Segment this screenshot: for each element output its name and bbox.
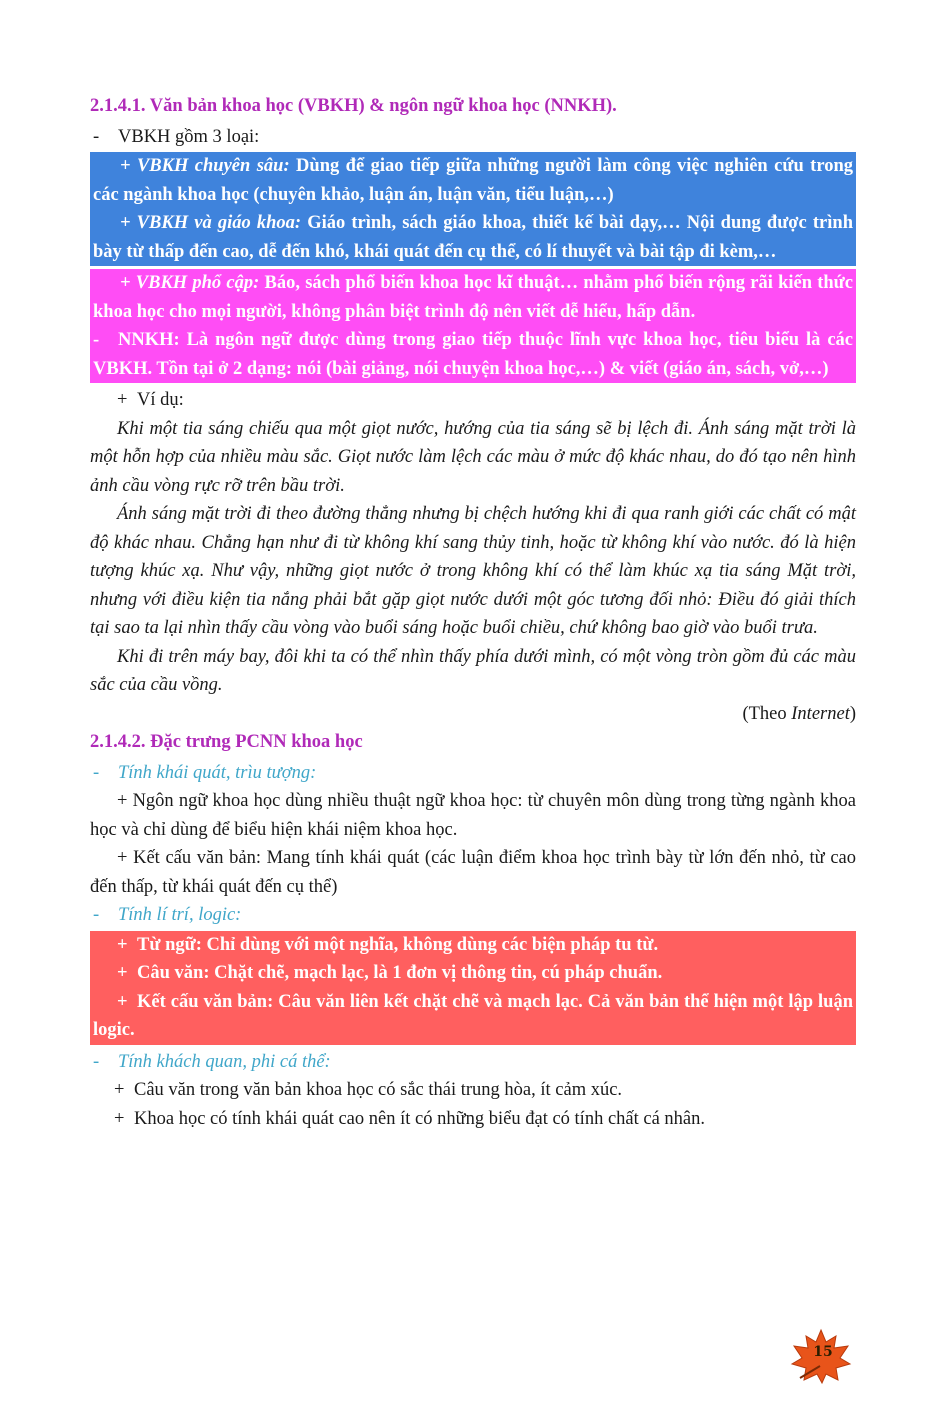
dash-bullet: - xyxy=(93,905,100,925)
nnkh-definition xyxy=(93,326,853,383)
plus-bullet: + xyxy=(117,390,128,410)
vbkh-types-highlight-pink xyxy=(90,269,856,383)
example-paragraph-1: Khi một tia sáng chiếu qua một giọt nước, hướng của tia sáng sẽ bị lệch đi. Ánh sáng mặt trời là một hỗn hợp của nhiều màu sắc. Giọt nước làm lệch các màu ở mức độ khác nhau, do đó tạo nên hình ảnh cầu vòng rực rỡ trên bầu trời. xyxy=(90,418,856,496)
trait-li-tri-point-1 xyxy=(93,931,853,960)
vbkh-type-chuyen-sau xyxy=(93,152,853,209)
dash-bullet: - xyxy=(93,126,100,147)
dash-bullet: - xyxy=(93,1051,100,1072)
trait-khach-quan-point-1 xyxy=(90,1076,856,1105)
trait-li-tri-point-1-text: Từ ngữ: Chỉ dùng với một nghĩa, không dùng các biện pháp tu từ. xyxy=(137,934,659,955)
example-source xyxy=(90,700,856,729)
section-heading-2-1-4-2: 2.1.4.2. Đặc trưng PCNN khoa học xyxy=(90,732,363,752)
plus-bullet: + xyxy=(117,991,128,1012)
trait-khach-quan-label: Tính khách quan, phi cá thể: xyxy=(118,1051,331,1072)
example-label-line xyxy=(90,386,856,415)
trait-li-tri-highlight-red xyxy=(90,931,856,1045)
vbkh-intro-text: VBKH gồm 3 loại: xyxy=(118,126,260,147)
dash-bullet: - xyxy=(93,330,100,350)
document-page xyxy=(90,92,856,1133)
source-prefix: (Theo xyxy=(742,703,792,724)
vbkh-type-giao-khoa-lead: + VBKH và giáo khoa: xyxy=(120,213,302,233)
vbkh-intro xyxy=(90,123,856,152)
trait-li-tri-point-3-text: Kết cấu văn bản: Câu văn liên kết chặt chẽ và mạch lạc. Cả văn bản thể hiện một lập luận logic. xyxy=(93,991,853,1040)
vbkh-type-pho-cap-lead: + VBKH phổ cập: xyxy=(120,273,260,293)
example-paragraph-2: Ánh sáng mặt trời đi theo đường thẳng nhưng bị chệch hướng khi đi qua ranh giới các chất có mật độ khác nhau. Chẳng hạn như đi từ không khí sang thủy tinh, hoặc từ không khí vào nước. đó là hiện tượng khúc xạ. Như vậy, những giọt nước ở trong không khí có thể làm khúc xạ tia sáng Mặt trời, nhưng với điều kiện tia nắng phải bắt gặp giọt nước dưới một góc tương đối nhỏ: Điều đó giải thích tại sao ta lại nhìn thấy cầu vòng vào buổi sáng hoặc buổi chiều, chứ không bao giờ vào buổi trưa. xyxy=(90,504,856,638)
plus-bullet: + xyxy=(114,1108,125,1129)
example-label: Ví dụ: xyxy=(137,390,184,410)
vbkh-type-pho-cap-text: Báo, sách phổ biến khoa học kĩ thuật… nhằm phổ biến rộng rãi kiến thức khoa học cho mọi người, không phân biệt trình độ nên viết dễ hiểu, hấp dẫn. xyxy=(93,273,853,322)
trait-khai-quat-point-1: + Ngôn ngữ khoa học dùng nhiều thuật ngữ khoa học: từ chuyên môn dùng trong từng ngành khoa học và chỉ dùng để biểu hiện khái niệm khoa học. xyxy=(90,791,856,840)
vbkh-types-highlight-blue xyxy=(90,152,856,266)
example-paragraph-3: Khi đi trên máy bay, đôi khi ta có thể nhìn thấy phía dưới mình, có một vòng tròn gồm đủ các màu sắc của cầu vồng. xyxy=(90,646,856,695)
vbkh-type-giao-khoa-text: Giáo trình, sách giáo khoa, thiết kế bài dạy,… Nội dung được trình bày từ thấp đến cao, dễ đến khó, khái quát đến cụ thể, có lí thuyết và bài tập đi kèm,… xyxy=(93,213,853,262)
trait-li-tri-point-2-text: Câu văn: Chặt chẽ, mạch lạc, là 1 đơn vị thông tin, cú pháp chuẩn. xyxy=(137,963,663,983)
source-suffix: ) xyxy=(849,703,856,724)
plus-bullet: + xyxy=(114,1080,125,1100)
vbkh-type-chuyen-sau-text: Dùng để giao tiếp giữa những người làm công việc nghiên cứu trong các ngành khoa học (chuyên khảo, luận án, luận văn, tiểu luận,…) xyxy=(93,156,853,205)
trait-khach-quan-point-2-text: Khoa học có tính khái quát cao nên ít có những biểu đạt có tính chất cá nhân. xyxy=(134,1108,706,1129)
trait-li-tri-point-3 xyxy=(93,988,853,1045)
nnkh-definition-text: NNKH: Là ngôn ngữ được dùng trong giao tiếp thuộc lĩnh vực khoa học, tiêu biểu là các VBKH. Tồn tại ở 2 dạng: nói (bài giảng, nói chuyện khoa học,…) & viết (giáo án, sách, vở,…) xyxy=(93,330,853,379)
trait-khach-quan-heading xyxy=(90,1048,856,1077)
trait-khai-quat-point-2: + Kết cấu văn bản: Mang tính khái quát (các luận điểm khoa học trình bày từ lớn đến nhỏ, từ cao đến thấp, từ khái quát đến cụ thể) xyxy=(90,848,856,897)
trait-khach-quan-point-1-text: Câu văn trong văn bản khoa học có sắc thái trung hòa, ít cảm xúc. xyxy=(134,1080,623,1100)
trait-li-tri-heading xyxy=(90,901,856,930)
vbkh-type-giao-khoa xyxy=(93,209,853,266)
trait-li-tri-label: Tính lí trí, logic: xyxy=(118,905,242,925)
trait-khai-quat-label: Tính khái quát, trìu tượng: xyxy=(118,762,317,783)
plus-bullet: + xyxy=(117,963,128,983)
page-number: 15 xyxy=(813,1344,833,1360)
section-heading-2-1-4-1: 2.1.4.1. Văn bản khoa học (VBKH) & ngôn ngữ khoa học (NNKH). xyxy=(90,96,617,116)
vbkh-type-chuyen-sau-lead: + VBKH chuyên sâu: xyxy=(120,156,290,176)
plus-bullet: + xyxy=(117,934,128,955)
trait-khai-quat-heading xyxy=(90,759,856,788)
dash-bullet: - xyxy=(93,762,100,783)
source-name: Internet xyxy=(791,703,850,724)
trait-khach-quan-point-2 xyxy=(90,1105,856,1134)
trait-li-tri-point-2 xyxy=(93,959,853,988)
vbkh-type-pho-cap xyxy=(93,269,853,326)
